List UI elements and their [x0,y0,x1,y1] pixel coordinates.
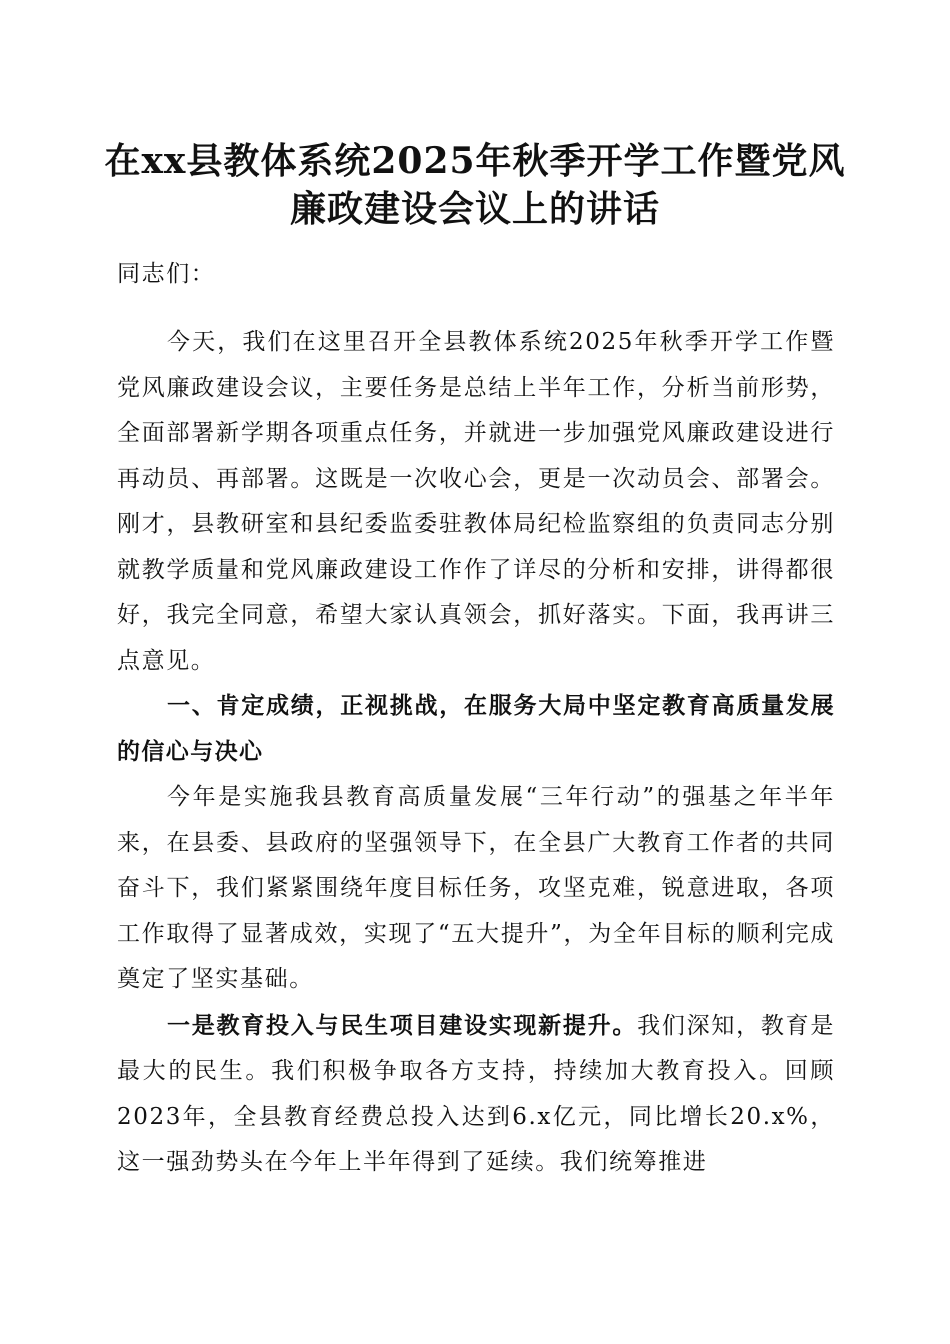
paragraph-investment [117,1003,835,1186]
title-line-1: 在xx县教体系统2025年秋季开学工作暨党风 [104,140,846,182]
title-line-2: 廉政建设会议上的讲话 [289,188,660,230]
paragraph-investment-text: 我们深知，教育是最大的民生。我们积极争取各方支持，持续加大教育投入。回顾2023年，全县教育经费总投入达到6.x亿元，同比增长20.x%，这一强劲势头在今年上半年得到了延续。我们统筹推进 [117,1012,835,1175]
document-body [117,320,835,1186]
paragraph-achievements: 今年是实施我县教育高质量发展“三年行动”的强基之年半年来，在县委、县政府的坚强领导下，在全县广大教育工作者的共同奋斗下，我们紧紧围绕年度目标任务，攻坚克难，锐意进取，各项工作取得了显著成效，实现了“五大提升”，为全年目标的顺利完成奠定了坚实基础。 [117,784,835,992]
document-title [90,137,860,233]
paragraph-intro: 今天，我们在这里召开全县教体系统2025年秋季开学工作暨党风廉政建设会议，主要任务是总结上半年工作，分析当前形势，全面部署新学期各项重点任务，并就进一步加强党风廉政建设进行再动员、再部署。这既是一次收心会，更是一次动员会、部署会。刚才，县教研室和县纪委监委驻教体局纪检监察组的负责同志分别就教学质量和党风廉政建设工作作了详尽的分析和安排，讲得都很好，我完全同意，希望大家认真领会，抓好落实。下面，我再讲三点意见。 [117,329,835,674]
salutation: 同志们： [117,261,216,287]
section-heading-1: 一、肯定成绩，正视挑战，在服务大局中坚定教育高质量发展的信心与决心 [117,693,835,765]
paragraph-lead: 一是教育投入与民生项目建设实现新提升。 [167,1011,638,1039]
